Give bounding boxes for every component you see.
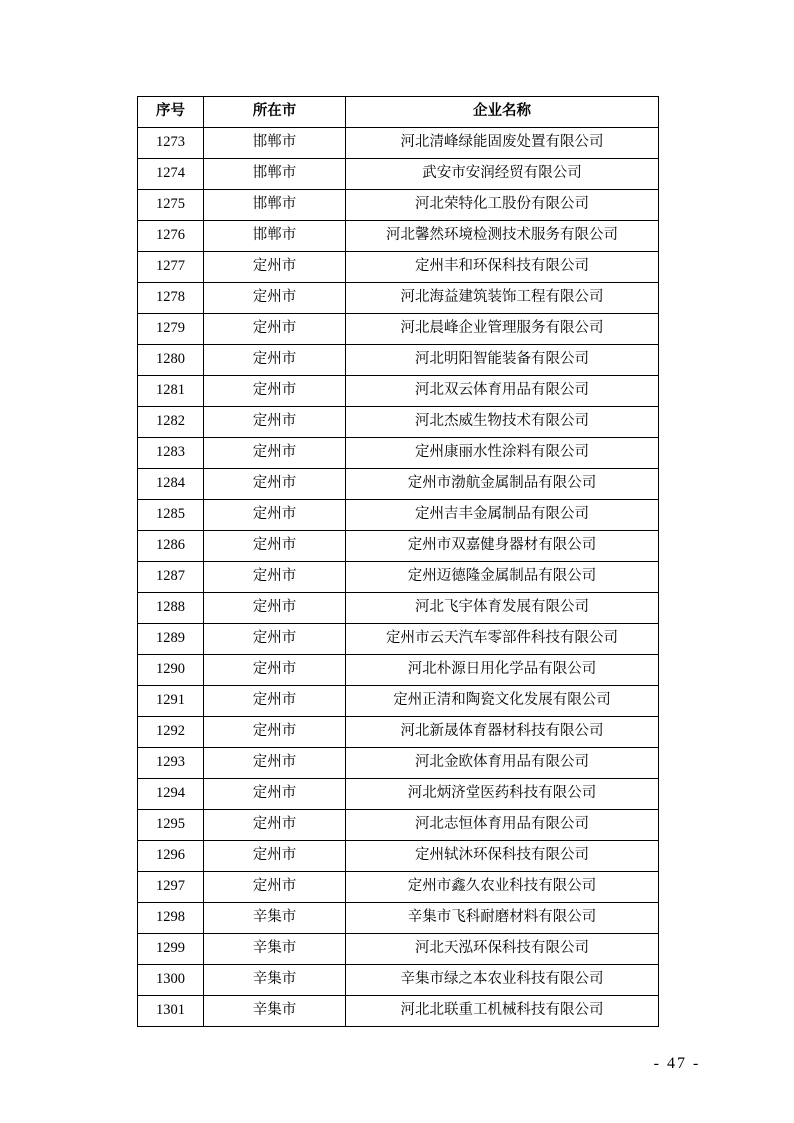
cell-enterprise-name: 河北金欧体育用品有限公司 xyxy=(346,748,659,779)
cell-index: 1299 xyxy=(138,934,204,965)
cell-index: 1284 xyxy=(138,469,204,500)
table-row xyxy=(138,283,659,314)
cell-enterprise-name: 定州市云天汽车零部件科技有限公司 xyxy=(346,624,659,655)
cell-index: 1282 xyxy=(138,407,204,438)
cell-city: 邯郸市 xyxy=(204,159,346,190)
cell-enterprise-name: 定州市渤航金属制品有限公司 xyxy=(346,469,659,500)
column-header-enterprise-name: 企业名称 xyxy=(346,97,659,128)
cell-index: 1295 xyxy=(138,810,204,841)
table-row xyxy=(138,934,659,965)
table-row xyxy=(138,593,659,624)
cell-city: 定州市 xyxy=(204,500,346,531)
cell-index: 1293 xyxy=(138,748,204,779)
cell-index: 1278 xyxy=(138,283,204,314)
cell-city: 定州市 xyxy=(204,345,346,376)
table-row xyxy=(138,469,659,500)
cell-city: 定州市 xyxy=(204,531,346,562)
table-header xyxy=(138,97,659,128)
cell-enterprise-name: 辛集市绿之本农业科技有限公司 xyxy=(346,965,659,996)
cell-index: 1288 xyxy=(138,593,204,624)
cell-index: 1292 xyxy=(138,717,204,748)
cell-city: 定州市 xyxy=(204,469,346,500)
cell-index: 1283 xyxy=(138,438,204,469)
table-header-row xyxy=(138,97,659,128)
table-row xyxy=(138,159,659,190)
table-row xyxy=(138,841,659,872)
cell-enterprise-name: 武安市安润经贸有限公司 xyxy=(346,159,659,190)
table-row xyxy=(138,717,659,748)
cell-index: 1294 xyxy=(138,779,204,810)
cell-city: 辛集市 xyxy=(204,965,346,996)
cell-enterprise-name: 河北志恒体育用品有限公司 xyxy=(346,810,659,841)
cell-city: 邯郸市 xyxy=(204,128,346,159)
cell-city: 定州市 xyxy=(204,748,346,779)
cell-city: 邯郸市 xyxy=(204,221,346,252)
table-body xyxy=(138,128,659,1027)
cell-index: 1287 xyxy=(138,562,204,593)
cell-city: 定州市 xyxy=(204,283,346,314)
cell-city: 辛集市 xyxy=(204,996,346,1027)
cell-city: 定州市 xyxy=(204,655,346,686)
table-row xyxy=(138,872,659,903)
cell-index: 1300 xyxy=(138,965,204,996)
cell-city: 辛集市 xyxy=(204,903,346,934)
cell-enterprise-name: 河北新晟体育器材科技有限公司 xyxy=(346,717,659,748)
cell-index: 1298 xyxy=(138,903,204,934)
cell-index: 1289 xyxy=(138,624,204,655)
cell-enterprise-name: 定州市双嘉健身器材有限公司 xyxy=(346,531,659,562)
cell-city: 定州市 xyxy=(204,438,346,469)
table-row xyxy=(138,252,659,283)
cell-enterprise-name: 定州迈德隆金属制品有限公司 xyxy=(346,562,659,593)
table-row xyxy=(138,531,659,562)
table-row xyxy=(138,500,659,531)
cell-city: 定州市 xyxy=(204,686,346,717)
enterprise-table-container xyxy=(137,96,658,1027)
cell-index: 1273 xyxy=(138,128,204,159)
table-row xyxy=(138,624,659,655)
cell-enterprise-name: 定州康丽水性涂料有限公司 xyxy=(346,438,659,469)
table-row xyxy=(138,128,659,159)
cell-index: 1296 xyxy=(138,841,204,872)
column-header-index: 序号 xyxy=(138,97,204,128)
cell-index: 1281 xyxy=(138,376,204,407)
cell-index: 1276 xyxy=(138,221,204,252)
cell-index: 1280 xyxy=(138,345,204,376)
cell-city: 邯郸市 xyxy=(204,190,346,221)
cell-enterprise-name: 河北飞宇体育发展有限公司 xyxy=(346,593,659,624)
table-row xyxy=(138,903,659,934)
table-row xyxy=(138,562,659,593)
cell-index: 1286 xyxy=(138,531,204,562)
cell-enterprise-name: 定州市鑫久农业科技有限公司 xyxy=(346,872,659,903)
table-row xyxy=(138,314,659,345)
cell-city: 定州市 xyxy=(204,593,346,624)
page-number: - 47 - xyxy=(653,1055,701,1072)
cell-index: 1291 xyxy=(138,686,204,717)
cell-city: 定州市 xyxy=(204,624,346,655)
enterprise-table xyxy=(137,96,659,1027)
cell-enterprise-name: 河北杰威生物技术有限公司 xyxy=(346,407,659,438)
table-row xyxy=(138,779,659,810)
cell-index: 1290 xyxy=(138,655,204,686)
table-row xyxy=(138,686,659,717)
cell-enterprise-name: 河北北联重工机械科技有限公司 xyxy=(346,996,659,1027)
table-row xyxy=(138,996,659,1027)
table-row xyxy=(138,345,659,376)
cell-enterprise-name: 定州轼沐环保科技有限公司 xyxy=(346,841,659,872)
cell-enterprise-name: 河北炳济堂医药科技有限公司 xyxy=(346,779,659,810)
cell-index: 1279 xyxy=(138,314,204,345)
cell-city: 定州市 xyxy=(204,810,346,841)
cell-enterprise-name: 河北朴源日用化学品有限公司 xyxy=(346,655,659,686)
cell-index: 1301 xyxy=(138,996,204,1027)
cell-index: 1277 xyxy=(138,252,204,283)
table-row xyxy=(138,190,659,221)
cell-city: 定州市 xyxy=(204,841,346,872)
cell-city: 定州市 xyxy=(204,779,346,810)
cell-index: 1297 xyxy=(138,872,204,903)
cell-enterprise-name: 河北海益建筑装饰工程有限公司 xyxy=(346,283,659,314)
cell-enterprise-name: 定州丰和环保科技有限公司 xyxy=(346,252,659,283)
cell-city: 定州市 xyxy=(204,562,346,593)
table-row xyxy=(138,221,659,252)
table-row xyxy=(138,407,659,438)
cell-enterprise-name: 定州正清和陶瓷文化发展有限公司 xyxy=(346,686,659,717)
table-row xyxy=(138,810,659,841)
cell-city: 辛集市 xyxy=(204,934,346,965)
cell-city: 定州市 xyxy=(204,376,346,407)
table-row xyxy=(138,748,659,779)
cell-city: 定州市 xyxy=(204,314,346,345)
cell-city: 定州市 xyxy=(204,872,346,903)
cell-enterprise-name: 河北天泓环保科技有限公司 xyxy=(346,934,659,965)
column-header-city: 所在市 xyxy=(204,97,346,128)
table-row xyxy=(138,965,659,996)
cell-index: 1285 xyxy=(138,500,204,531)
cell-enterprise-name: 河北馨然环境检测技术服务有限公司 xyxy=(346,221,659,252)
cell-city: 定州市 xyxy=(204,717,346,748)
table-row xyxy=(138,438,659,469)
cell-city: 定州市 xyxy=(204,252,346,283)
table-row xyxy=(138,376,659,407)
cell-index: 1274 xyxy=(138,159,204,190)
cell-enterprise-name: 河北明阳智能装备有限公司 xyxy=(346,345,659,376)
cell-enterprise-name: 辛集市飞科耐磨材料有限公司 xyxy=(346,903,659,934)
cell-enterprise-name: 河北清峰绿能固废处置有限公司 xyxy=(346,128,659,159)
cell-enterprise-name: 河北双云体育用品有限公司 xyxy=(346,376,659,407)
cell-enterprise-name: 河北荣特化工股份有限公司 xyxy=(346,190,659,221)
cell-index: 1275 xyxy=(138,190,204,221)
cell-enterprise-name: 河北晨峰企业管理服务有限公司 xyxy=(346,314,659,345)
cell-enterprise-name: 定州吉丰金属制品有限公司 xyxy=(346,500,659,531)
cell-city: 定州市 xyxy=(204,407,346,438)
table-row xyxy=(138,655,659,686)
